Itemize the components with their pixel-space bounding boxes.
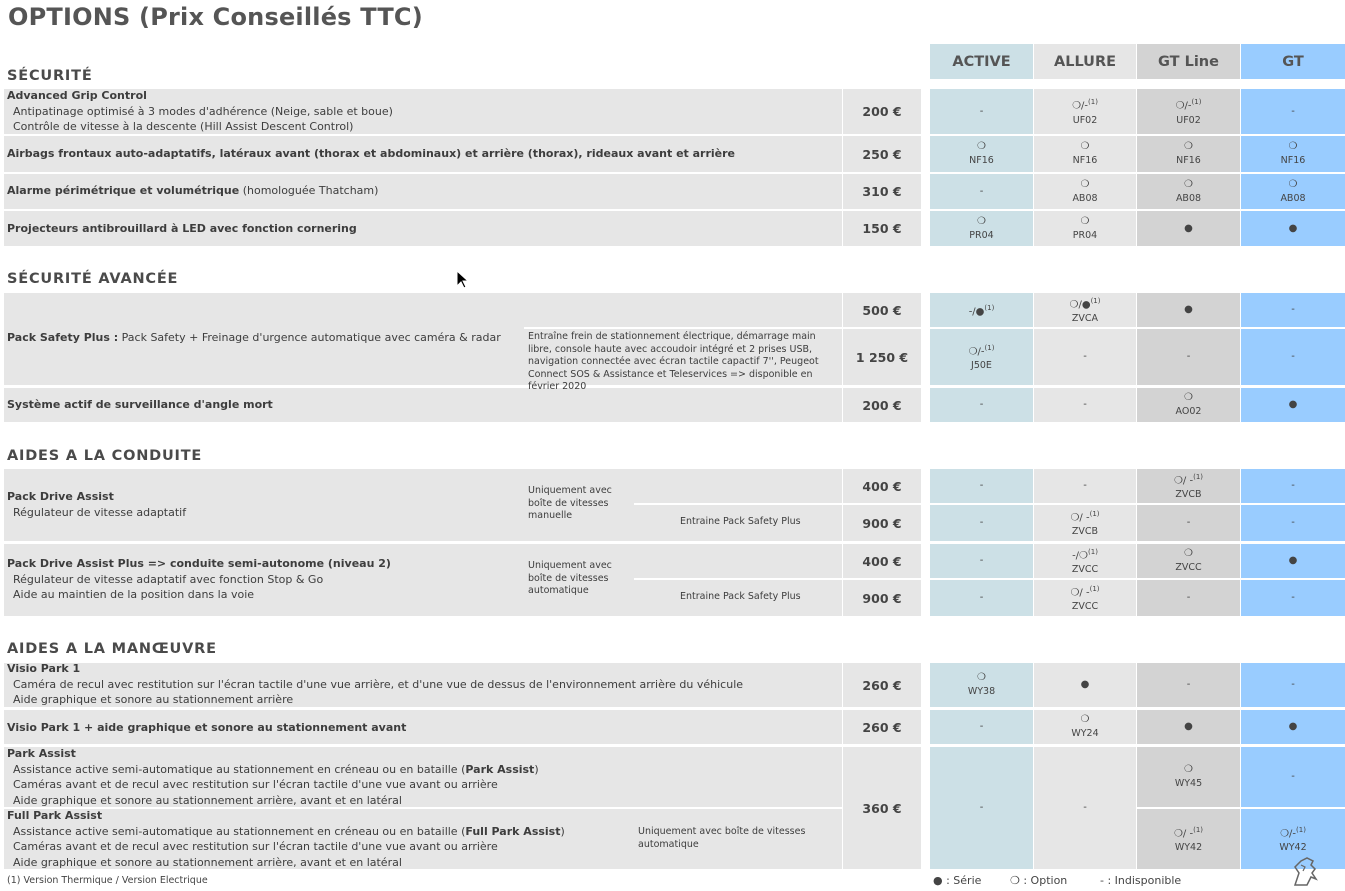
cell-allure: ❍/●$^{(1)}$ ZVCA xyxy=(1034,293,1136,327)
legend-serie: ● : Série xyxy=(933,874,982,887)
option-title: Advanced Grip Control xyxy=(7,89,147,102)
cell-active: - xyxy=(930,89,1033,134)
option-sub-note: Entraine Pack Safety Plus xyxy=(680,516,801,527)
cell-active: ❍/-$^{(1)}$ J50E xyxy=(930,329,1033,385)
column-header-gt: GT xyxy=(1241,44,1345,79)
cell-gt: ❍/-$^{(1)}$ WY42 xyxy=(1241,809,1345,869)
row-divider xyxy=(524,327,842,329)
mouse-cursor-icon xyxy=(456,270,470,290)
cell-active: - xyxy=(930,710,1033,744)
cell-gtline: - xyxy=(1137,329,1240,385)
cell-gtline: ❍ AB08 xyxy=(1137,174,1240,209)
row-divider xyxy=(634,578,842,580)
cell-gtline: ● xyxy=(1137,710,1240,744)
cell-gtline: ❍/-$^{(1)}$ UF02 xyxy=(1137,89,1240,134)
option-visio-park-1-plus: Visio Park 1 + aide graphique et sonore au stationnement avant xyxy=(7,721,407,734)
cell-gt: - xyxy=(1241,469,1345,503)
cell-gtline: ❍ AO02 xyxy=(1137,388,1240,422)
section-title-aides-conduite: AIDES A LA CONDUITE xyxy=(7,448,203,464)
price: 360 € xyxy=(843,747,921,869)
option-visio-park-1: Visio Park 1 Caméra de recul avec restitution sur l'écran tactile d'une vue arrière, et d'une vue de dessus de l'environnement arrière du véhicule Aide graphique et sonore au stationnement arrière xyxy=(7,662,744,706)
cell-gt: ● xyxy=(1241,710,1345,744)
price: 200 € xyxy=(843,89,921,134)
option-note: Uniquement avec boîte de vitesses automatique xyxy=(528,560,612,596)
cell-allure: ❍ AB08 xyxy=(1034,174,1136,209)
option-drive-assist: Pack Drive Assist Régulateur de vitesse adaptatif xyxy=(7,490,187,519)
cell-allure: ● xyxy=(1034,663,1136,707)
cell-active: - xyxy=(930,747,1033,869)
cell-active: ❍ PR04 xyxy=(930,211,1033,246)
cell-allure: ❍/ -$^{(1)}$ ZVCB xyxy=(1034,505,1136,541)
section-title-aides-manoeuvre: AIDES A LA MANŒUVRE xyxy=(7,641,217,657)
cell-gt: ● xyxy=(1241,544,1345,578)
cell-active: - xyxy=(930,580,1033,616)
cell-gt: ● xyxy=(1241,211,1345,246)
option-agc xyxy=(7,88,393,135)
price: 400 € xyxy=(843,469,921,503)
column-header-active: ACTIVE xyxy=(930,44,1033,79)
section-title-securite-avancee: SÉCURITÉ AVANCÉE xyxy=(7,271,179,287)
option-note: Entraîne frein de stationnement électrique, démarrage main libre, console haute avec accoudoir intégré et 2 prises USB, navigation connectée avec écran tactile capactif 7'', Peugeot Connect SOS & Assistance et Teleservices => disponible en février 2020 xyxy=(528,331,819,392)
cell-gtline: - xyxy=(1137,580,1240,616)
price: 250 € xyxy=(843,136,921,172)
legend-indisponible: - : Indisponible xyxy=(1100,874,1182,887)
cell-gt: - xyxy=(1241,329,1345,385)
cell-allure: ❍ NF16 xyxy=(1034,136,1136,172)
page-title: OPTIONS (Prix Conseillés TTC) xyxy=(8,3,423,31)
option-note: Uniquement avec boîte de vitesses automatique xyxy=(638,826,806,850)
cell-allure: - xyxy=(1034,388,1136,422)
cell-gt: - xyxy=(1241,89,1345,134)
cell-active: - xyxy=(930,505,1033,541)
cell-active: - xyxy=(930,544,1033,578)
price: 900 € xyxy=(843,505,921,541)
price: 400 € xyxy=(843,544,921,578)
cell-allure: ❍ WY24 xyxy=(1034,710,1136,744)
cell-gt: ❍ NF16 xyxy=(1241,136,1345,172)
cell-allure: ❍/-$^{(1)}$ UF02 xyxy=(1034,89,1136,134)
cell-gtline: ❍ ZVCC xyxy=(1137,544,1240,578)
cell-gtline: ● xyxy=(1137,211,1240,246)
cell-gtline: ● xyxy=(1137,293,1240,327)
price: 500 € xyxy=(843,293,921,327)
option-angle-mort: Système actif de surveillance d'angle mort xyxy=(7,398,273,411)
cell-allure: -/❍$^{(1)}$ ZVCC xyxy=(1034,544,1136,578)
cell-allure: ❍/ -$^{(1)}$ ZVCC xyxy=(1034,580,1136,616)
cell-active: ❍ WY38 xyxy=(930,663,1033,707)
option-projecteurs: Projecteurs antibrouillard à LED avec fonction cornering xyxy=(7,222,357,235)
option-note: Uniquement avec boîte de vitesses manuelle xyxy=(528,485,612,521)
cell-active: - xyxy=(930,469,1033,503)
cell-allure: - xyxy=(1034,469,1136,503)
price: 900 € xyxy=(843,580,921,616)
price: 1 250 € xyxy=(843,329,921,385)
column-header-allure: ALLURE xyxy=(1034,44,1136,79)
cell-gt: - xyxy=(1241,293,1345,327)
cell-gt: - xyxy=(1241,663,1345,707)
cell-gt: - xyxy=(1241,747,1345,807)
cell-gt: ❍ AB08 xyxy=(1241,174,1345,209)
cell-active: -/●$^{(1)}$ xyxy=(930,293,1033,327)
option-full-park-assist: Full Park Assist Assistance active semi-automatique au stationnement en créneau ou en bataille (Full Park Assist) Caméras avant et de recul avec restitution sur l'écran tactile d'une vue avant ou arrière Aide graphique et sonore au stationnement arrière, avant et en latéral xyxy=(7,809,565,869)
cell-gt: - xyxy=(1241,580,1345,616)
option-line: Antipatinage optimisé à 3 modes d'adhérence (Neige, sable et boue) xyxy=(13,104,393,118)
price: 260 € xyxy=(843,663,921,707)
cell-gt: ● xyxy=(1241,388,1345,422)
cell-gtline: ❍ NF16 xyxy=(1137,136,1240,172)
cell-allure: ❍ PR04 xyxy=(1034,211,1136,246)
cell-allure: - xyxy=(1034,329,1136,385)
price: 200 € xyxy=(843,388,921,422)
cell-allure: - xyxy=(1034,747,1136,869)
cell-gt: - xyxy=(1241,505,1345,541)
option-safety-plus: Pack Safety Plus : Pack Safety + Freinage d'urgence automatique avec caméra & radar xyxy=(7,331,501,344)
cell-gtline: - xyxy=(1137,663,1240,707)
price: 310 € xyxy=(843,174,921,209)
brand-logo-icon xyxy=(1287,855,1325,887)
option-airbags: Airbags frontaux auto-adaptatifs, latéraux avant (thorax et abdominaux) et arrière (thorax), rideaux avant et arrière xyxy=(7,147,736,160)
price: 150 € xyxy=(843,211,921,246)
cell-active: - xyxy=(930,174,1033,209)
option-line: Contrôle de vitesse à la descente (Hill Assist Descent Control) xyxy=(13,120,354,133)
legend-option: ❍ : Option xyxy=(1010,874,1068,887)
section-title-securite: SÉCURITÉ xyxy=(7,68,93,84)
cell-gtline: - xyxy=(1137,505,1240,541)
cell-active: - xyxy=(930,388,1033,422)
footnote: (1) Version Thermique / Version Electrique xyxy=(7,875,208,886)
price: 260 € xyxy=(843,710,921,744)
column-header-gtline: GT Line xyxy=(1137,44,1240,79)
cell-gtline: ❍/ -$^{(1)}$ WY42 xyxy=(1137,809,1240,869)
cell-gtline: ❍ WY45 xyxy=(1137,747,1240,807)
row-divider xyxy=(634,503,842,505)
option-drive-assist-plus: Pack Drive Assist Plus => conduite semi-autonome (niveau 2) Régulateur de vitesse adaptatif avec fonction Stop & Go Aide au maintien de la position dans la voie xyxy=(7,557,391,601)
option-park-assist: Park Assist Assistance active semi-automatique au stationnement en créneau ou en bataille (Park Assist) Caméras avant et de recul avec restitution sur l'écran tactile d'une vue avant ou arrière Aide graphique et sonore au stationnement arrière, avant et en latéral xyxy=(7,747,539,807)
option-alarme: Alarme périmétrique et volumétrique (homologuée Thatcham) xyxy=(7,184,379,197)
cell-active: ❍ NF16 xyxy=(930,136,1033,172)
option-sub-note: Entraine Pack Safety Plus xyxy=(680,591,801,602)
cell-gtline: ❍/ -$^{(1)}$ ZVCB xyxy=(1137,469,1240,503)
